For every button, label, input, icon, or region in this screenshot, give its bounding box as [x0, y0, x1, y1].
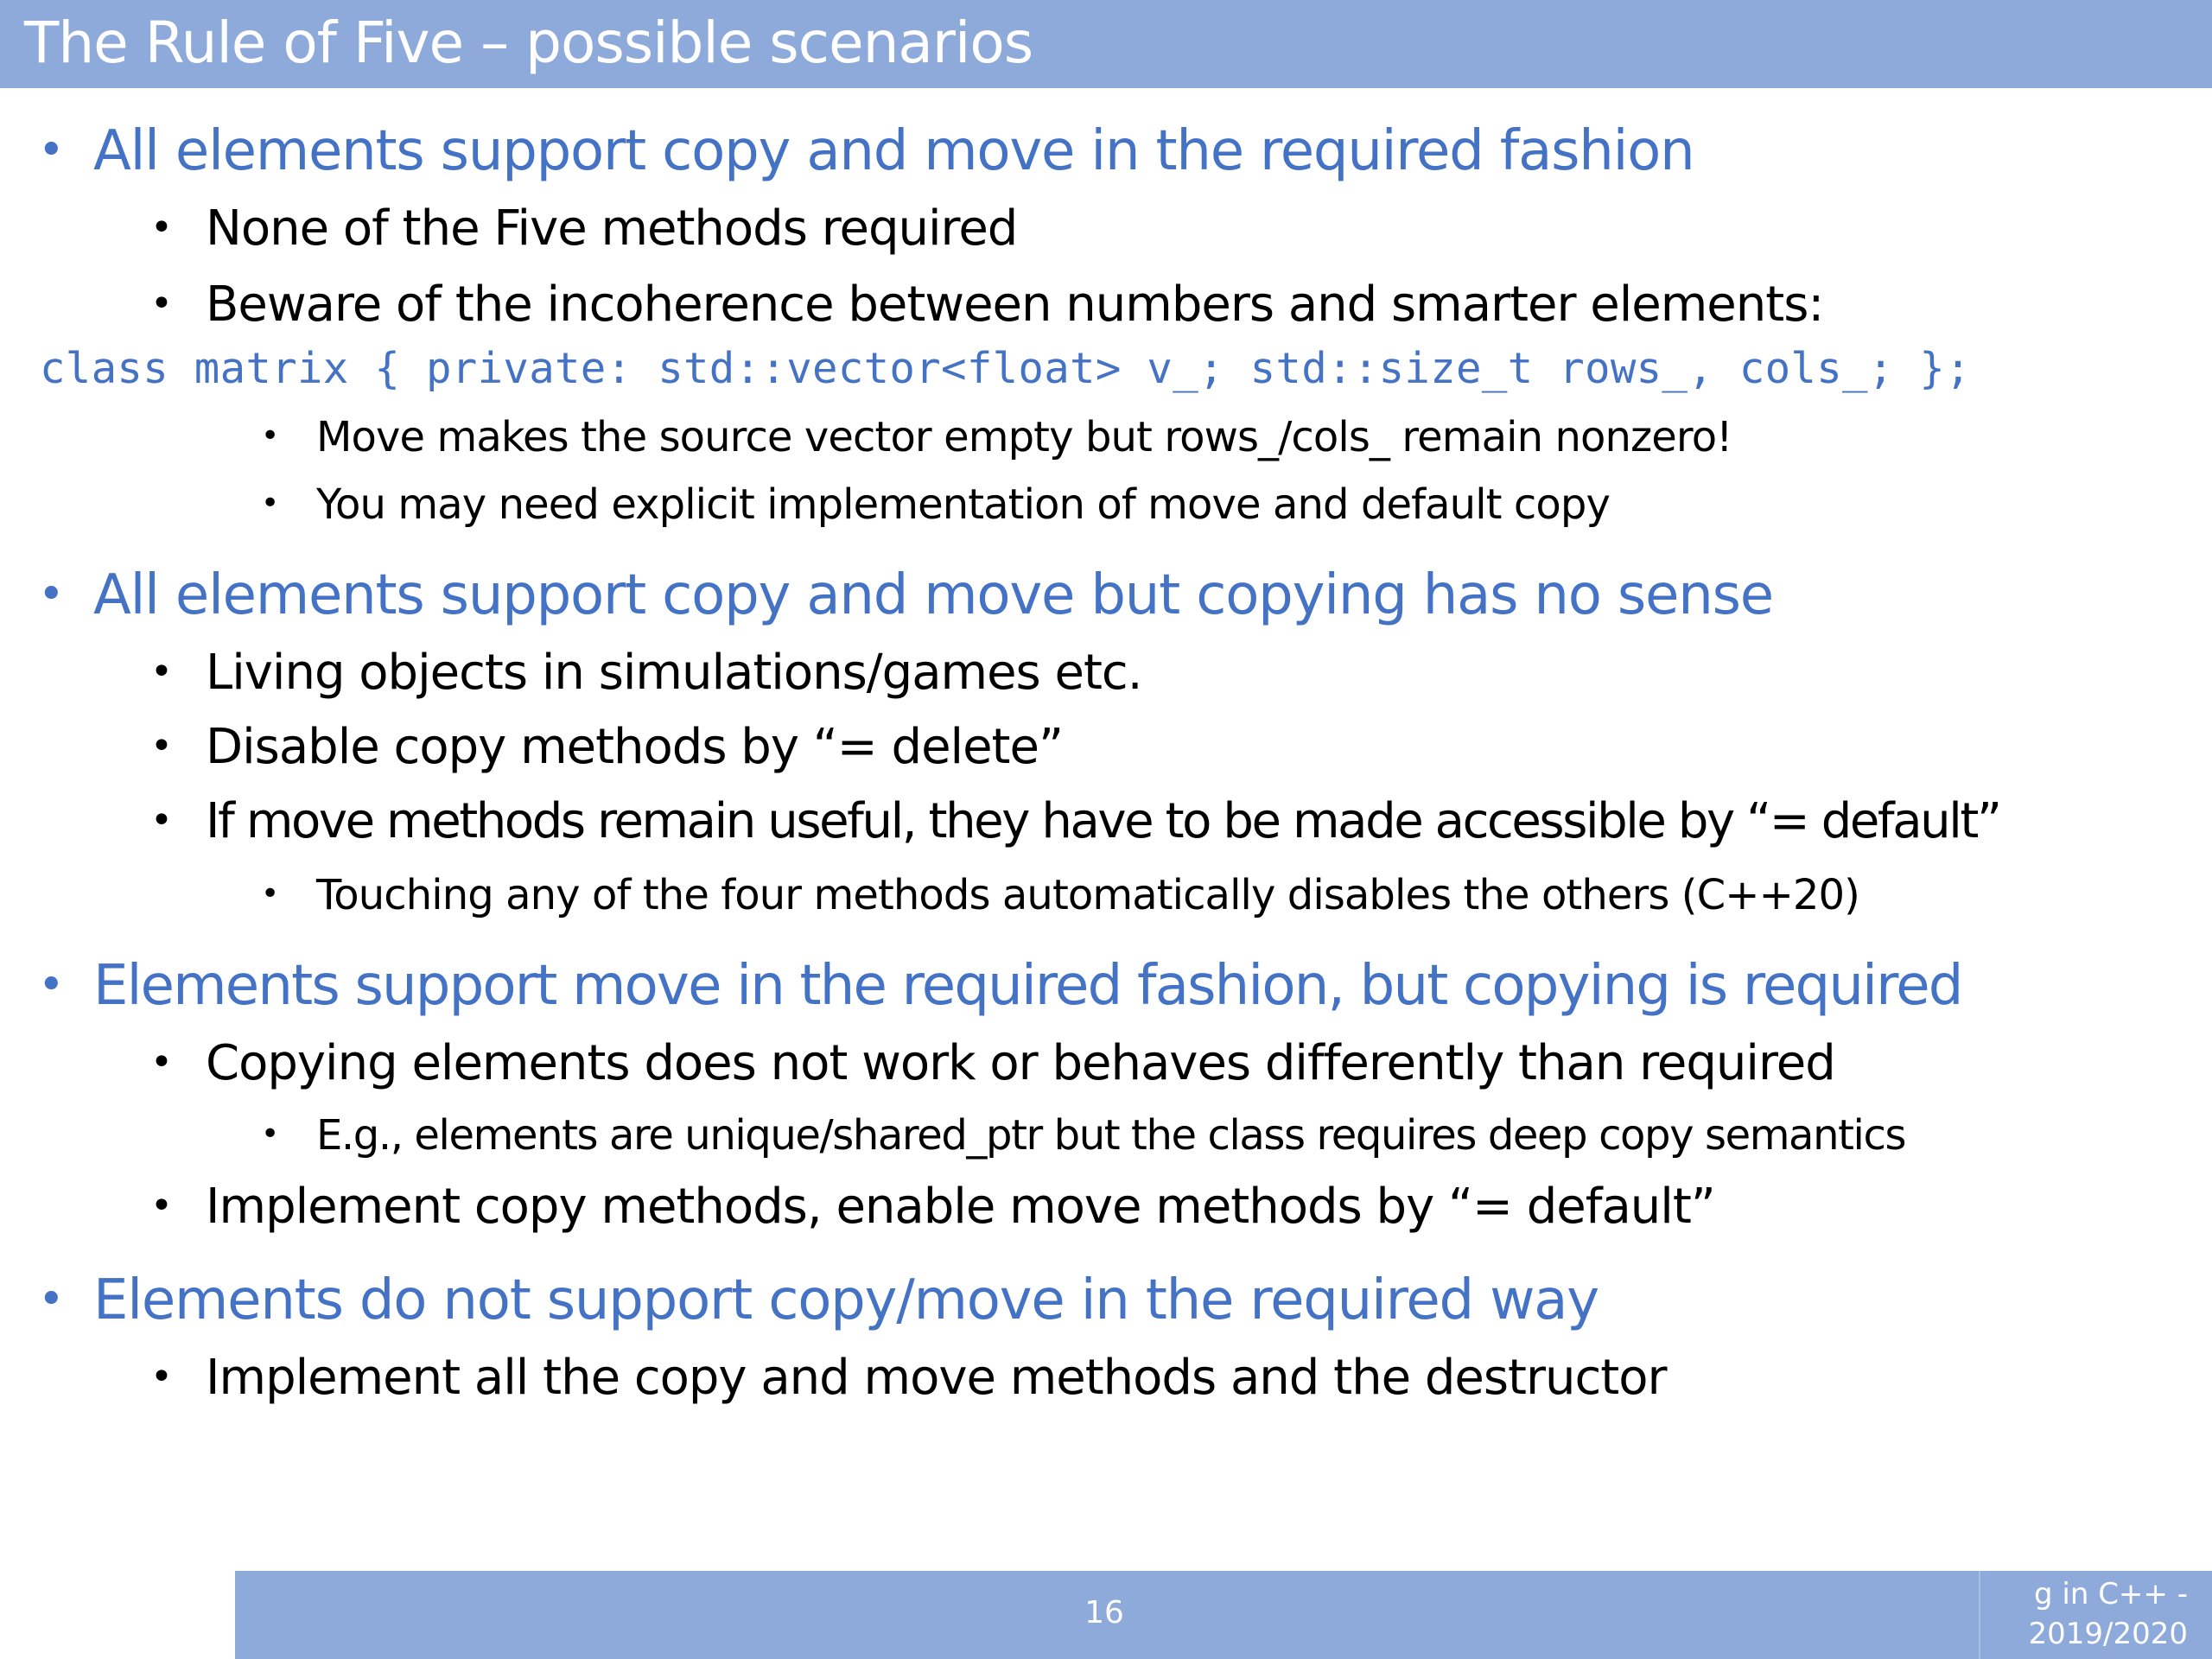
bullet-marker: •	[38, 1274, 65, 1325]
bullet-marker: •	[150, 206, 173, 250]
page-number: 16	[1084, 1595, 1124, 1630]
bullet-marker: •	[261, 1116, 280, 1152]
bullet-text: Move makes the source vector empty but rows_/cols_ remain nonzero!	[316, 413, 1732, 461]
bullet-text: Implement copy methods, enable move methods by “= default”	[206, 1179, 1715, 1235]
bullet-marker: •	[150, 1355, 173, 1399]
bullet-text: Beware of the incoherence between numbers and smarter elements:	[206, 276, 1824, 333]
bullet-marker: •	[38, 959, 65, 1011]
bullet-text: Living objects in simulations/games etc.	[206, 645, 1142, 701]
bullet-text: Elements support move in the required fashion, but copying is required	[93, 954, 1962, 1018]
bullet-text: All elements support copy and move but copying has no sense	[93, 563, 1773, 627]
bullet-text: Disable copy methods by “= delete”	[206, 719, 1063, 775]
bullet-marker: •	[150, 724, 173, 768]
bullet-marker: •	[150, 282, 173, 326]
bullet-marker: •	[261, 418, 280, 454]
bullet-text: If move methods remain useful, they have to be made accessible by “= default”	[206, 793, 2000, 849]
bullet-marker: •	[261, 486, 280, 521]
bullet-text: E.g., elements are unique/shared_ptr but the class requires deep copy semantics	[316, 1111, 1906, 1160]
footer-bar	[235, 1571, 2212, 1659]
course-label-line2: 2019/2020	[2028, 1617, 2188, 1651]
code-snippet: class matrix { private: std::vector<float> v_; std::size_t rows_, cols_; };	[40, 344, 1972, 393]
bullet-text: You may need explicit implementation of move and default copy	[316, 480, 1610, 529]
course-label	[2028, 1574, 2188, 1654]
bullet-text: Touching any of the four methods automatically disables the others (C++20)	[316, 871, 1859, 919]
bullet-text: None of the Five methods required	[206, 200, 1018, 257]
bullet-marker: •	[38, 569, 65, 620]
title-bar	[0, 0, 2212, 88]
course-label-line1: g in C++ -	[2034, 1577, 2188, 1611]
footer-divider	[1979, 1571, 1980, 1659]
bullet-text: Elements do not support copy/move in the required way	[93, 1268, 1599, 1332]
bullet-text: Copying elements does not work or behaves differently than required	[206, 1035, 1835, 1091]
bullet-text: Implement all the copy and move methods and the destructor	[206, 1350, 1667, 1406]
bullet-marker: •	[150, 1184, 173, 1228]
bullet-marker: •	[38, 124, 65, 176]
bullet-marker: •	[150, 1040, 173, 1084]
bullet-marker: •	[150, 798, 173, 842]
bullet-marker: •	[261, 876, 280, 912]
bullet-text: All elements support copy and move in the required fashion	[93, 119, 1694, 183]
bullet-marker: •	[150, 650, 173, 694]
slide-title: The Rule of Five – possible scenarios	[24, 10, 1033, 76]
